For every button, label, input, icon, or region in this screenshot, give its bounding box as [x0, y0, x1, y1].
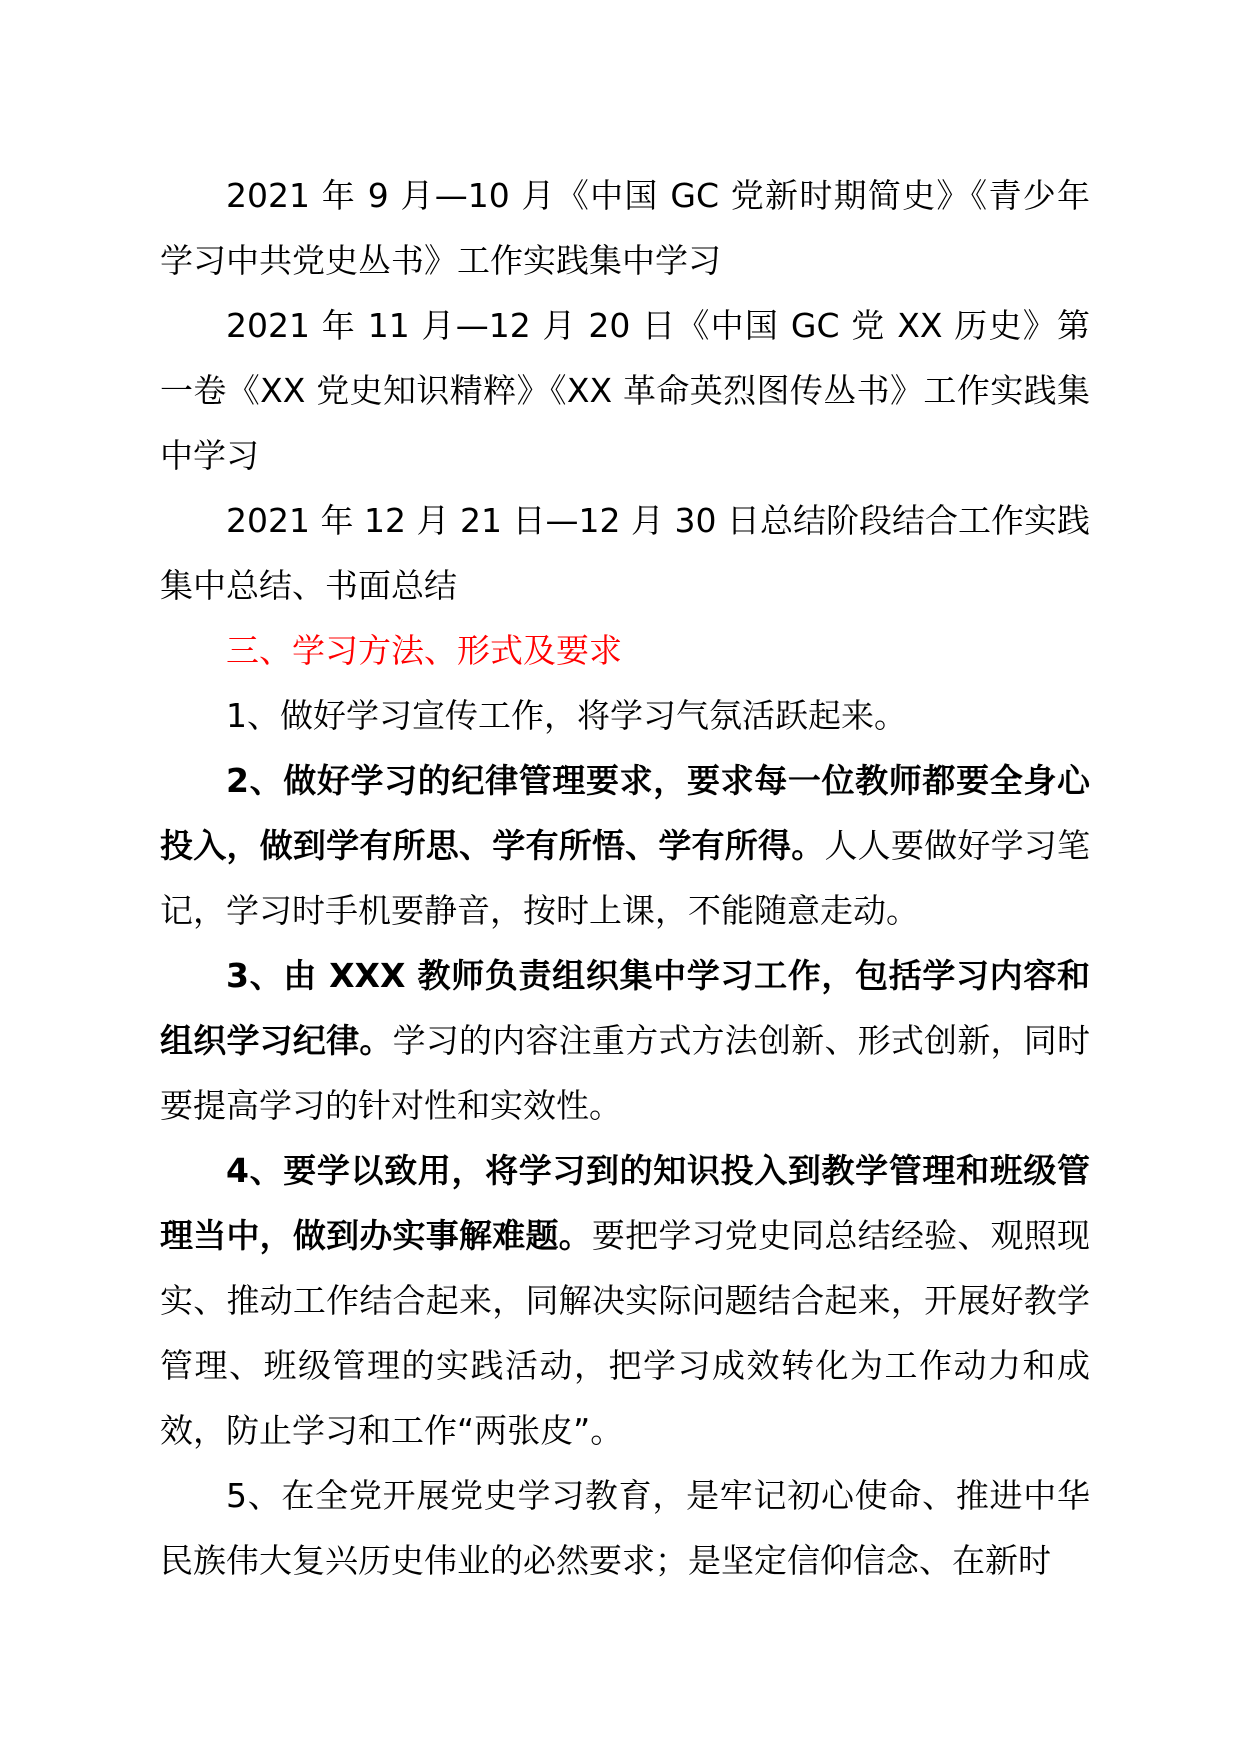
requirement-bold-text: 4、要学以致用，将学习到的知识投入到教学管理和班级管理当中，做到办实事解难题。: [160, 1151, 1090, 1255]
requirement-text: 学习的内容注重方式方法创新、形式创新，同时要提高学习的针对性和实效性。: [160, 1021, 1091, 1125]
requirement-paragraph-1: [160, 683, 1090, 748]
requirement-paragraph-2: [160, 748, 1090, 943]
requirement-paragraph-4: [160, 1138, 1090, 1463]
section-heading: [160, 618, 1090, 683]
requirement-paragraph-3: [160, 943, 1090, 1138]
schedule-text: 2021 年 9 月—10 月《中国 GC 党新时期简史》《青少年学习中共党史丛书》工作实践集中学习: [160, 176, 1090, 280]
requirement-text: 1、做好学习宣传工作，将学习气氛活跃起来。: [226, 696, 907, 735]
requirement-bold-text: 2、做好学习的纪律管理要求，要求每一位教师都要全身心投入，做到学有所思、学有所悟、学有所得。: [160, 761, 1090, 865]
requirement-bold-text: 3、由 XXX 教师负责组织集中学习工作，包括学习内容和组织学习纪律。: [160, 956, 1090, 1060]
requirement-text: 5、在全党开展党史学习教育，是牢记初心使命、推进中华民族伟大复兴历史伟业的必然要求；是坚定信仰信念、在新时: [160, 1476, 1090, 1580]
schedule-paragraph-3: [160, 488, 1090, 618]
schedule-text: 2021 年 12 月 21 日—12 月 30 日总结阶段结合工作实践集中总结、书面总结: [160, 501, 1090, 605]
schedule-paragraph-2: [160, 293, 1090, 488]
section-heading-text: 三、学习方法、形式及要求: [226, 631, 622, 670]
requirement-text: 人人要做好学习笔记，学习时手机要静音，按时上课，不能随意走动。: [160, 826, 1091, 930]
schedule-text: 2021 年 11 月—12 月 20 日《中国 GC 党 XX 历史》第一卷《XX 党史知识精粹》《XX 革命英烈图传丛书》工作实践集中学习: [160, 306, 1090, 475]
document-body: [160, 163, 1090, 1593]
schedule-paragraph-1: [160, 163, 1090, 293]
requirement-text: 要把学习党史同总结经验、观照现实、推动工作结合起来，同解决实际问题结合起来，开展好教学管理、班级管理的实践活动，把学习成效转化为工作动力和成效，防止学习和工作“两张皮”。: [160, 1216, 1091, 1450]
requirement-paragraph-5: [160, 1463, 1090, 1593]
